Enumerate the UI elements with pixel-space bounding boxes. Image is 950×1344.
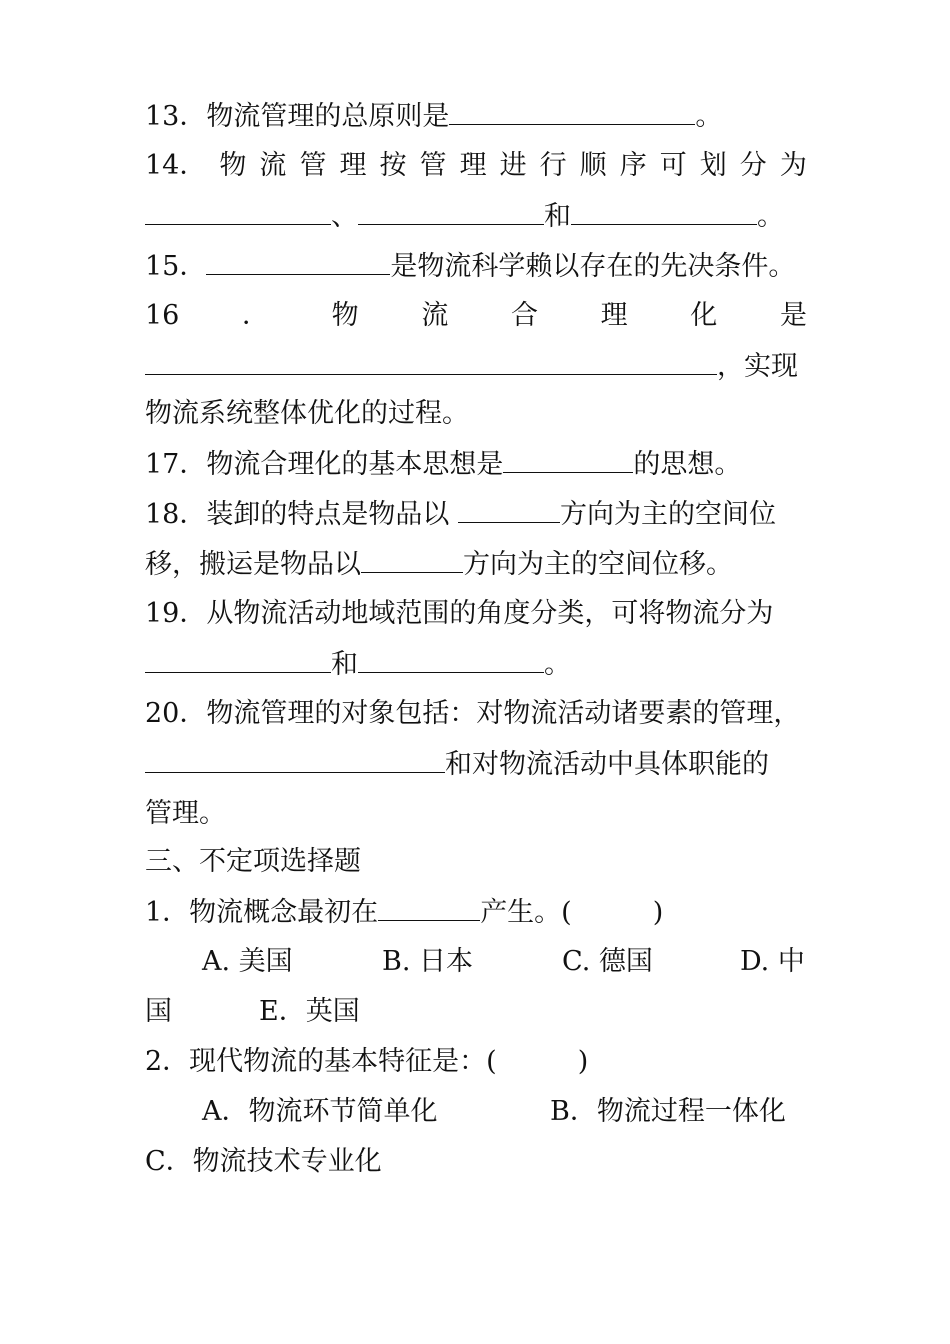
question-end: 。 xyxy=(757,201,784,232)
option-b: B．物流过程一体化 xyxy=(550,1096,786,1127)
text-char: 理 xyxy=(459,150,487,181)
answer-blank xyxy=(145,198,331,225)
text-char: ． xyxy=(242,300,270,331)
text-char: 序 xyxy=(619,150,647,181)
question-18-line-1 xyxy=(145,496,807,533)
separator: 、 xyxy=(331,201,358,232)
option-c: C．物流技术专业化 xyxy=(145,1146,382,1177)
question-text: 2．现代物流的基本特征是：( ) xyxy=(145,1046,589,1077)
text-char: 理 xyxy=(339,150,367,181)
mc-question-2 xyxy=(145,1044,807,1080)
option-d-wrap: 国 xyxy=(145,996,172,1027)
question-number: 17． xyxy=(145,449,207,480)
question-text: 1．物流概念最初在 xyxy=(145,897,379,928)
question-17 xyxy=(145,446,807,483)
question-20-line-2 xyxy=(145,746,807,783)
question-number: 13． xyxy=(145,101,207,132)
answer-blank xyxy=(206,248,390,275)
question-text: 方向为主的空间位移。 xyxy=(463,549,733,580)
question-text: 物流系统整体优化的过程。 xyxy=(145,398,469,429)
answer-blank xyxy=(458,496,560,523)
answer-blank xyxy=(145,746,445,773)
text-char: 可 xyxy=(659,150,687,181)
answer-blank xyxy=(358,198,544,225)
question-text: 18．装卸的特点是物品以 xyxy=(145,499,458,530)
question-14-line-2 xyxy=(145,198,807,235)
question-text: 和对物流活动中具体职能的 xyxy=(445,749,769,780)
option-a: A．物流环节简单化 xyxy=(202,1096,438,1127)
question-end: 产生。( ) xyxy=(480,897,664,928)
question-number: 15． xyxy=(145,251,207,282)
question-20-line-1 xyxy=(145,696,807,732)
text-char: 分 xyxy=(739,150,767,181)
question-number: 14． xyxy=(145,150,207,181)
text-char: 物 xyxy=(219,150,247,181)
text-char: 理 xyxy=(600,300,628,331)
question-15 xyxy=(145,248,807,285)
option-b: B. 日本 xyxy=(382,946,474,977)
question-end: 。 xyxy=(695,101,723,132)
question-text: 管理。 xyxy=(145,798,226,829)
answer-blank xyxy=(358,646,544,673)
question-18-line-2 xyxy=(145,546,807,583)
text-char: 管 xyxy=(419,150,447,181)
separator: 和 xyxy=(331,649,358,680)
question-text: 移，搬运是物品以 xyxy=(145,549,361,580)
answer-blank xyxy=(571,198,757,225)
text-char: 划 xyxy=(699,150,727,181)
question-number: 16 xyxy=(145,300,180,331)
question-14-line-1 xyxy=(145,148,807,184)
question-19-line-2 xyxy=(145,646,807,683)
text-char: 行 xyxy=(539,150,567,181)
question-text: 是物流科学赖以存在的先决条件。 xyxy=(390,251,796,282)
answer-blank xyxy=(503,446,633,473)
text-char: 为 xyxy=(779,150,807,181)
text-char: 是 xyxy=(779,300,807,331)
question-end: 的思想。 xyxy=(633,449,742,480)
question-16-line-3 xyxy=(145,396,807,432)
question-text: 物流合理化的基本思想是 xyxy=(206,449,504,480)
answer-blank xyxy=(378,894,480,921)
question-19-line-1 xyxy=(145,596,807,632)
option-c: C. 德国 xyxy=(562,946,653,977)
text-char: 合 xyxy=(510,300,538,331)
question-text: 物流管理的总原则是 xyxy=(206,101,450,132)
answer-blank xyxy=(145,646,331,673)
section-heading: 三、不定项选择题 xyxy=(145,846,361,877)
question-13 xyxy=(145,98,807,135)
text-char: 物 xyxy=(331,300,359,331)
text-char: 化 xyxy=(690,300,718,331)
mc-question-2-options-2 xyxy=(145,1144,807,1180)
section-title xyxy=(145,844,807,880)
answer-blank xyxy=(449,98,695,125)
text-char: 顺 xyxy=(579,150,607,181)
text-char: 按 xyxy=(379,150,407,181)
option-d: D. 中 xyxy=(740,946,805,977)
option-e: E．英国 xyxy=(259,996,360,1027)
question-text: 方向为主的空间位 xyxy=(559,499,776,530)
option-a: A. 美国 xyxy=(202,946,293,977)
text-char: 管 xyxy=(299,150,327,181)
question-text: 19．从物流活动地域范围的角度分类，可将物流分为 xyxy=(145,598,774,629)
separator: 和 xyxy=(544,201,571,232)
text-char: 流 xyxy=(259,150,287,181)
question-20-line-3 xyxy=(145,796,807,832)
answer-blank xyxy=(145,348,717,375)
question-16-line-2 xyxy=(145,348,807,385)
text-char: 进 xyxy=(499,150,527,181)
text-char: 流 xyxy=(421,300,449,331)
question-text: ，实现 xyxy=(717,351,798,382)
question-16-line-1 xyxy=(145,298,807,334)
question-end: 。 xyxy=(544,649,571,680)
answer-blank xyxy=(361,546,463,573)
mc-question-1 xyxy=(145,894,807,931)
question-text: 20．物流管理的对象包括：对物流活动诸要素的管理， xyxy=(145,698,801,729)
